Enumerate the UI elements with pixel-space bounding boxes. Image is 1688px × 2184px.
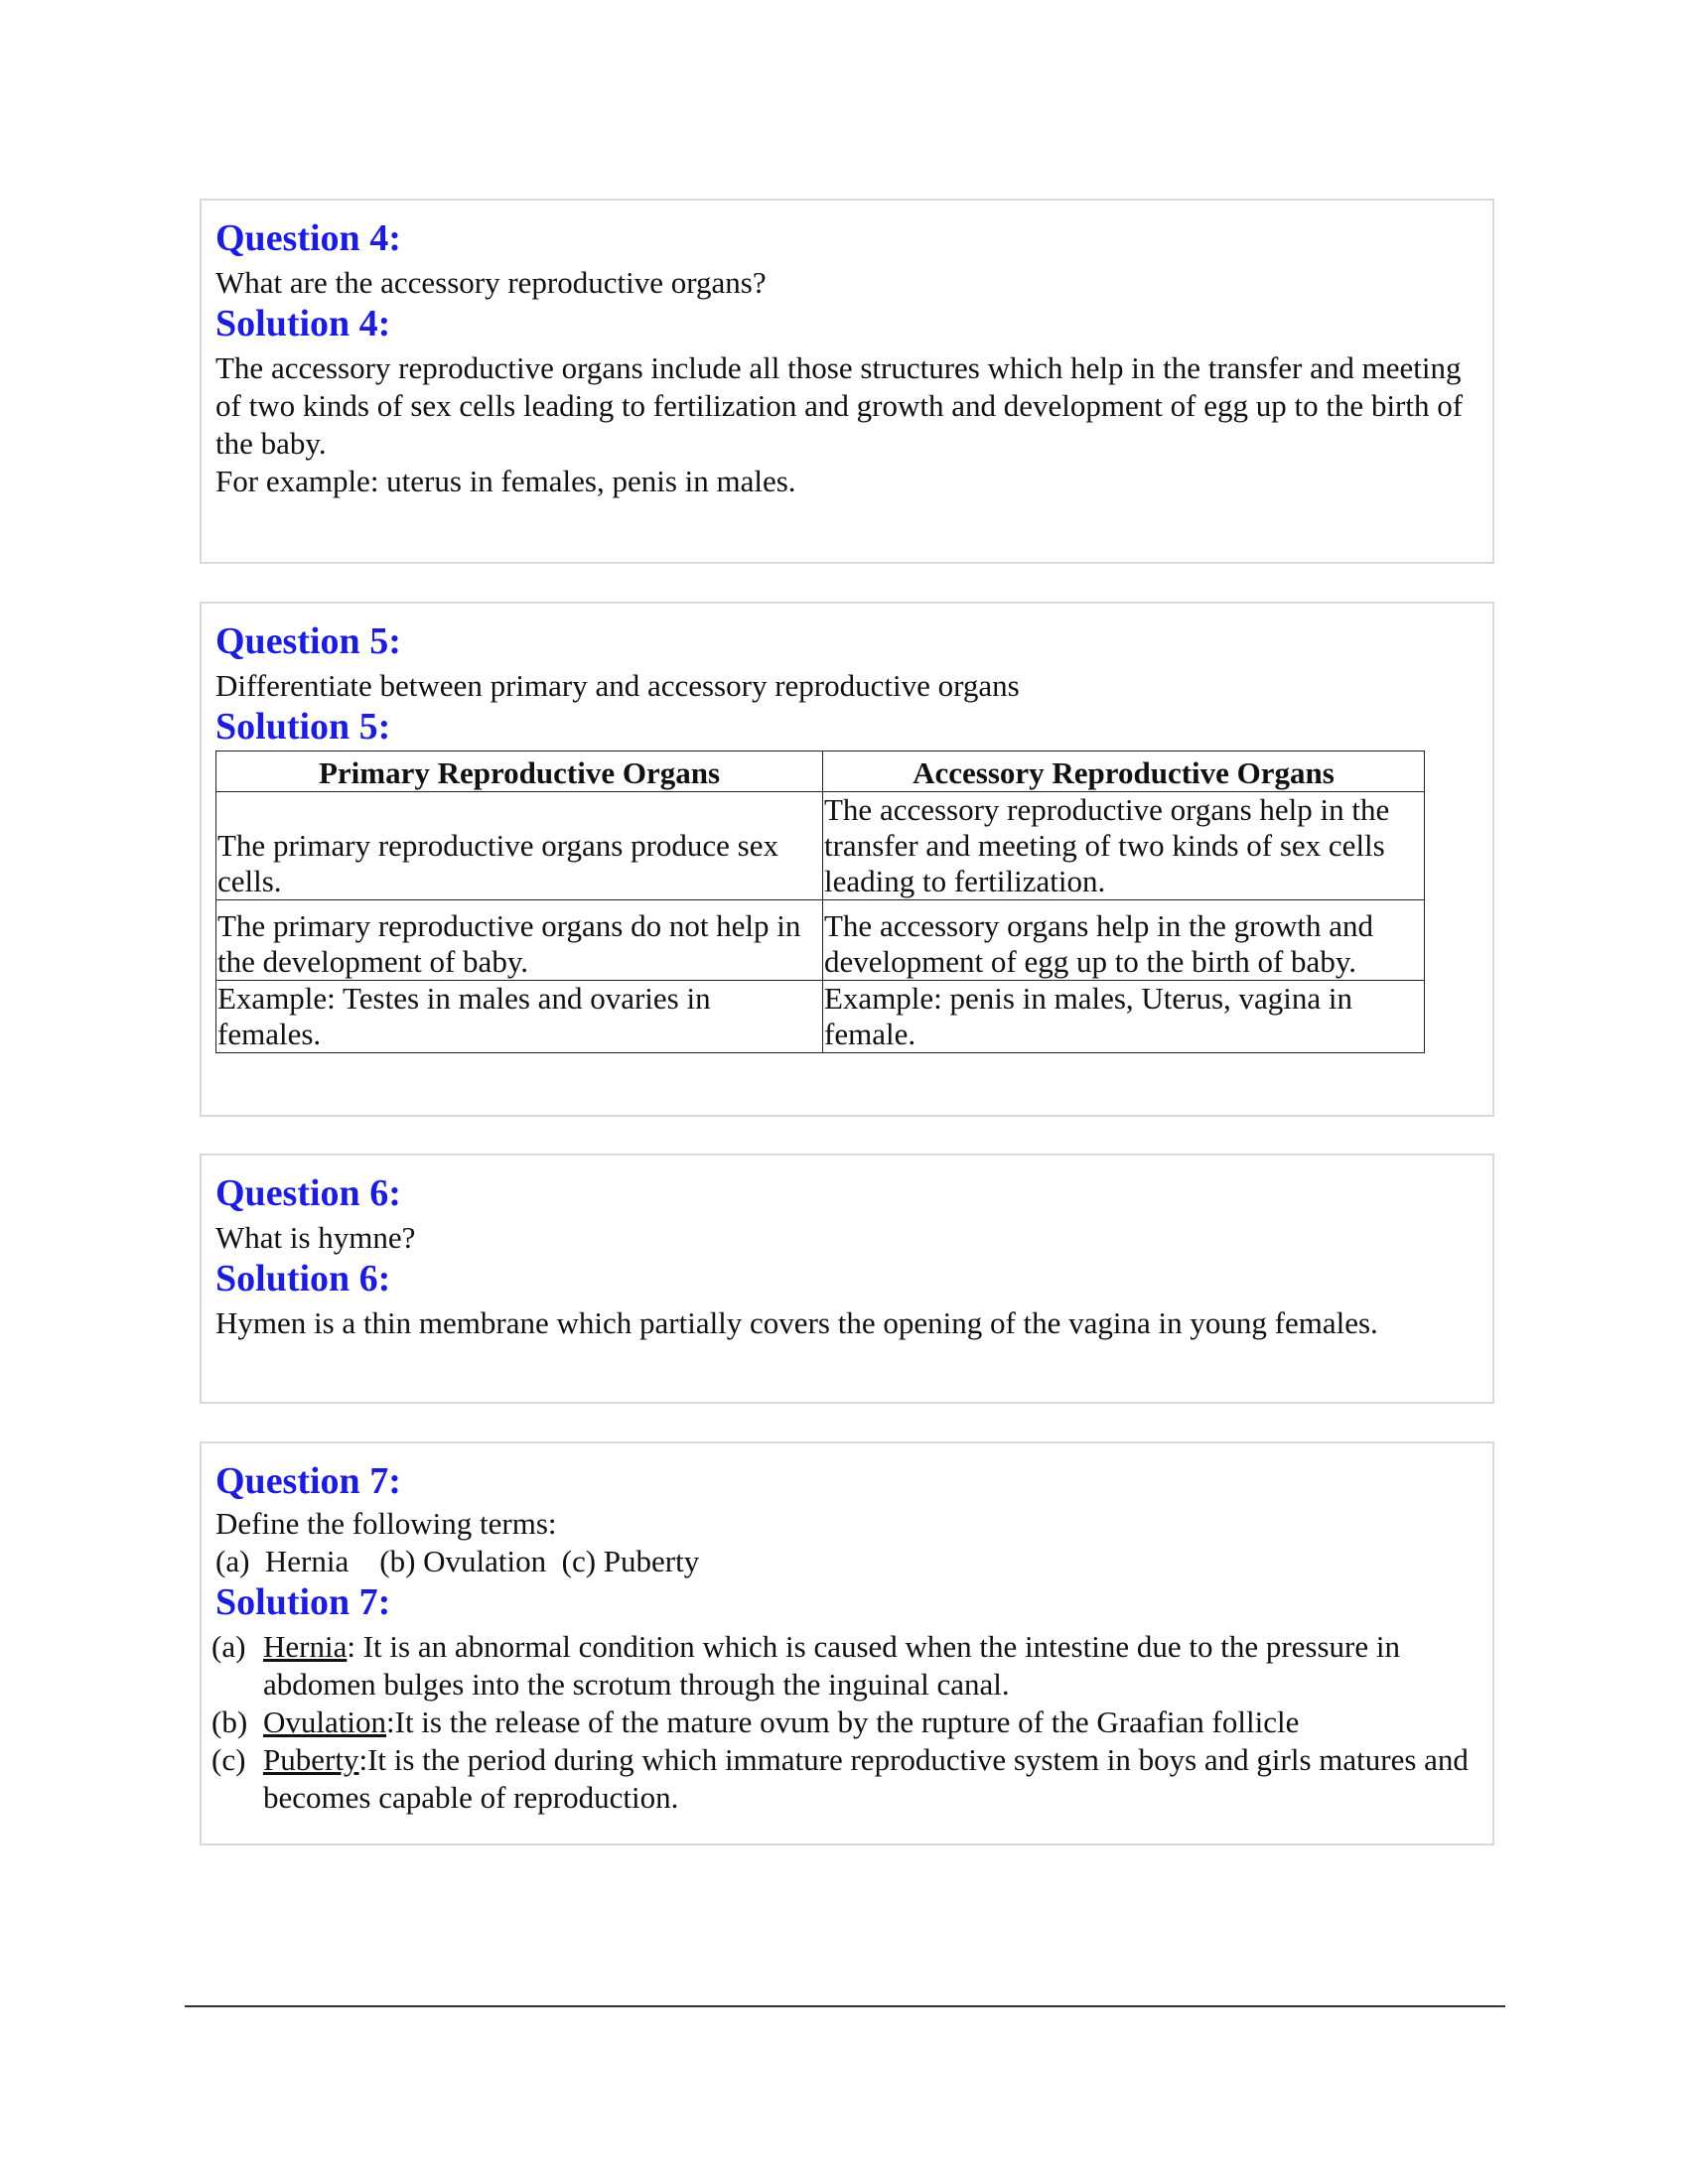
solution-4-heading: Solution 4:: [215, 303, 391, 344]
solution-7-heading: Solution 7:: [215, 1581, 391, 1623]
table-cell-primary: Example: Testes in males and ovaries in females.: [216, 981, 823, 1053]
term-ovulation: Ovulation: [263, 1705, 386, 1739]
question-5-box: [200, 602, 1494, 1117]
question-5-heading: Question 5:: [215, 620, 401, 662]
comparison-table: [215, 751, 1425, 1053]
list-marker: (a): [211, 1629, 246, 1664]
table-header-primary: Primary Reproductive Organs: [216, 751, 823, 792]
table-row: [216, 900, 1425, 981]
question-7-terms: (a) Hernia (b) Ovulation (c) Puberty: [215, 1544, 700, 1578]
question-4-box: [200, 199, 1494, 564]
footer-divider: [185, 2005, 1505, 2007]
term-hernia: Hernia: [263, 1629, 348, 1664]
question-7-box: [200, 1441, 1494, 1845]
question-4-text: What are the accessory reproductive organs?: [215, 265, 767, 300]
table-header-accessory: Accessory Reproductive Organs: [823, 751, 1425, 792]
table-cell-accessory: The accessory organs help in the growth and development of egg up to the birth of baby.: [823, 900, 1425, 981]
question-7-heading: Question 7:: [215, 1460, 401, 1502]
question-6-heading: Question 6:: [215, 1172, 401, 1214]
question-6-text: What is hymne?: [215, 1220, 416, 1255]
definition-text: It is the release of the mature ovum by the rupture of the Graafian follicle: [394, 1705, 1300, 1739]
term-puberty: Puberty: [263, 1742, 359, 1777]
question-5-text: Differentiate between primary and accessory reproductive organs: [215, 668, 1020, 703]
question-7-text: Define the following terms:: [215, 1506, 557, 1541]
list-item: [211, 1628, 1478, 1704]
table-cell-accessory: The accessory reproductive organs help in the transfer and meeting of two kinds of sex cells leading to fertilization.: [823, 792, 1425, 900]
table-header-row: [216, 751, 1425, 792]
table-row: [216, 792, 1425, 900]
term-separator: :: [358, 1742, 368, 1777]
solution-5-heading: Solution 5:: [215, 706, 391, 748]
list-item: [211, 1704, 1478, 1741]
question-6-box: [200, 1154, 1494, 1404]
definition-text: It is an abnormal condition which is caused when the intestine due to the pressure in abdomen bulges into the scrotum through the inguinal canal.: [263, 1629, 1400, 1702]
list-marker: (b): [211, 1705, 248, 1739]
list-item: [211, 1741, 1478, 1817]
definition-text: It is the period during which immature reproductive system in boys and girls matures and becomes capable of reproduction.: [263, 1742, 1469, 1815]
question-4-heading: Question 4:: [215, 217, 401, 259]
solution-6-text: Hymen is a thin membrane which partially covers the opening of the vagina in young females.: [215, 1305, 1378, 1340]
table-cell-accessory: Example: penis in males, Uterus, vagina in female.: [823, 981, 1425, 1053]
table-cell-primary: The primary reproductive organs do not help in the development of baby.: [216, 900, 823, 981]
solution-4-example: For example: uterus in females, penis in males.: [215, 464, 796, 498]
solution-6-heading: Solution 6:: [215, 1258, 391, 1299]
table-row: [216, 981, 1425, 1053]
table-cell-primary: The primary reproductive organs produce sex cells.: [216, 792, 823, 900]
term-separator: :: [347, 1629, 363, 1664]
list-marker: (c): [211, 1742, 246, 1777]
solution-4-paragraph: The accessory reproductive organs include all those structures which help in the transfer and meeting of two kinds of sex cells leading to fertilization and growth and development of egg up to the birth of the baby.: [215, 350, 1464, 461]
definitions-list: [211, 1628, 1478, 1817]
term-separator: :: [386, 1705, 395, 1739]
